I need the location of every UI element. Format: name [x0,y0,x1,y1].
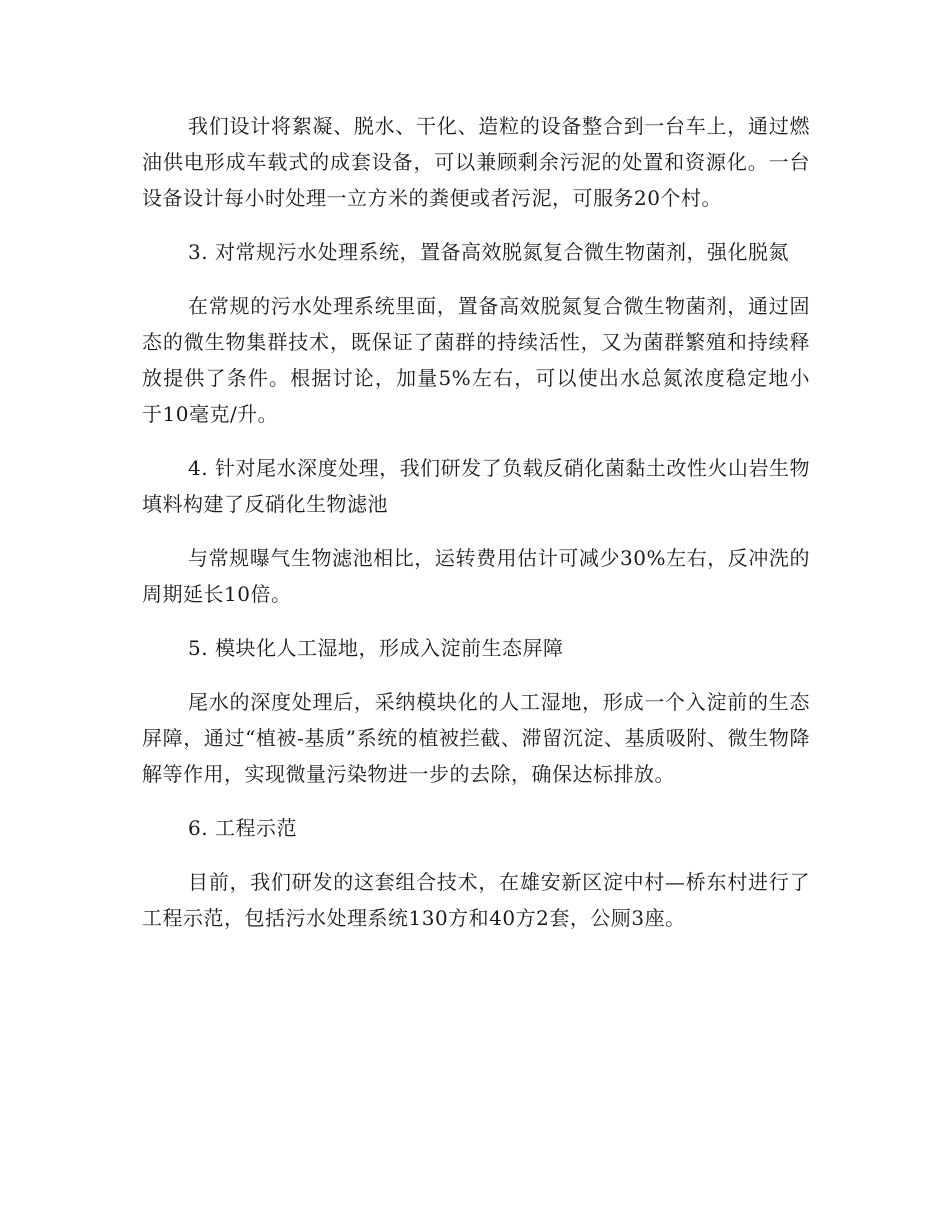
paragraph-denitrification: 在常规的污水处理系统里面，置备高效脱氮复合微生物菌剂，通过固态的微生物集群技术，既保证了菌群的持续活性，又为菌群繁殖和持续释放提供了条件。根据讨论，加量5%左右，可以使出水总氮浓度稳定地小于10毫克/升。 [142,294,810,426]
paragraph-demonstration: 目前，我们研发的这套组合技术，在雄安新区淀中村—桥东村进行了工程示范，包括污水处理系统130方和40方2套，公厕3座。 [142,870,810,930]
paragraph-wetland: 尾水的深度处理后，采纳模块化的人工湿地，形成一个入淀前的生态屏障，通过“植被-基质”系统的植被拦截、滞留沉淀、基质吸附、微生物降解等作用，实现微量污染物进一步的去除，确保达标排放。 [142,690,810,786]
document-body [142,108,810,954]
heading-denitrification: 3. 对常规污水处理系统，置备高效脱氮复合微生物菌剂，强化脱氮 [188,240,789,264]
paragraph-biofilter: 与常规曝气生物滤池相比，运转费用估计可减少30%左右，反冲洗的周期延长10倍。 [142,546,810,606]
paragraph-equipment-design: 我们设计将絮凝、脱水、干化、造粒的设备整合到一台车上，通过燃油供电形成车载式的成套设备，可以兼顾剩余污泥的处置和资源化。一台设备设计每小时处理一立方米的粪便或者污泥，可服务20个村。 [142,114,810,210]
heading-biofilter: 4. 针对尾水深度处理，我们研发了负载反硝化菌黏土改性火山岩生物填料构建了反硝化生物滤池 [142,456,810,516]
heading-wetland: 5. 模块化人工湿地，形成入淀前生态屏障 [188,636,564,660]
heading-demonstration: 6. 工程示范 [188,816,297,840]
